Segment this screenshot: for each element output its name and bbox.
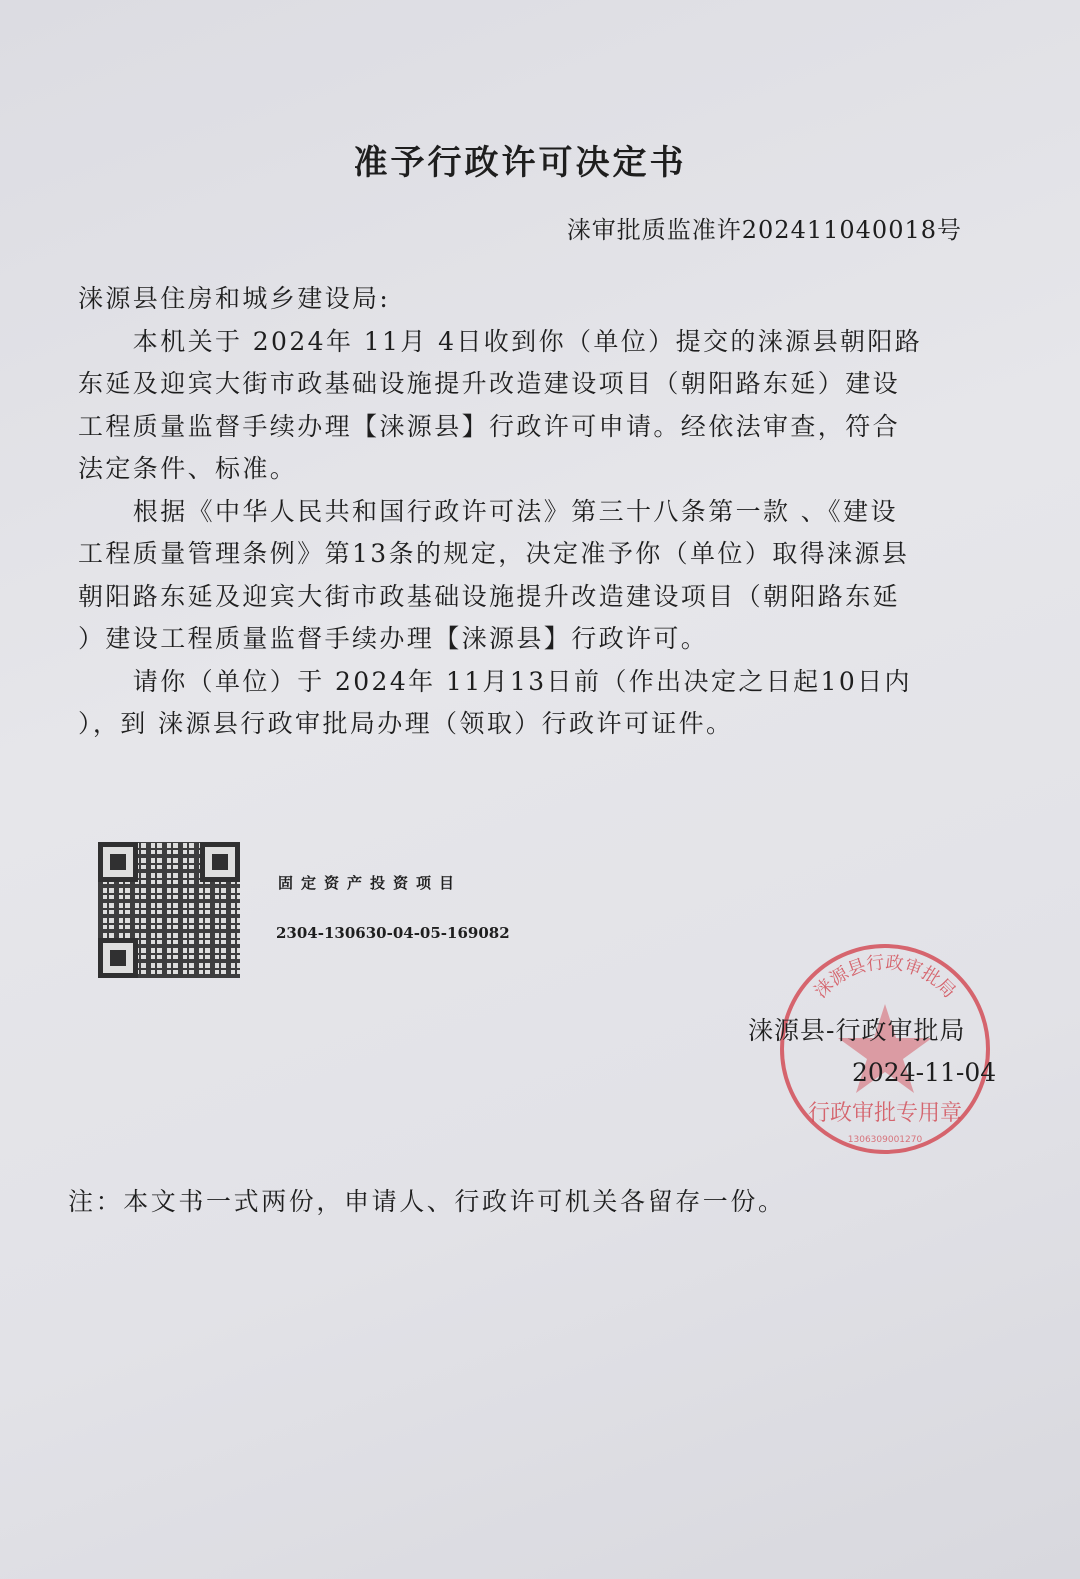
footnote: 注：本文书一式两份，申请人、行政许可机关各留存一份。 (68, 1187, 786, 1216)
qr-finder (200, 842, 240, 882)
paragraph-line: 工程质量管理条例》第13条的规定，决定准予你（单位）取得涞源县 (78, 539, 910, 568)
paragraph-line: ），到 涞源县行政审批局办理（领取）行政许可证件。 (78, 709, 734, 738)
issue-date: 2024-11-04 (852, 1058, 997, 1087)
paragraph-line: 朝阳路东延及迎宾大街市政基础设施提升改造建设项目（朝阳路东延 (78, 581, 901, 611)
paragraph-line: 请你（单位）于 2024年 11月13日前（作出决定之日起10日内 (78, 666, 912, 696)
qr-finder (98, 842, 138, 882)
addressee: 涞源县住房和城乡建设局: (78, 284, 391, 313)
document-title: 准予行政许可决定书 (353, 143, 687, 183)
paragraph-line: 根据《中华人民共和国行政许可法》第三十八条第一款 、《建设 (78, 496, 898, 526)
qr-finder (98, 938, 138, 978)
document-body (78, 278, 978, 746)
paragraph-line: 工程质量监督手续办理【涞源县】行政许可申请。经依法审查，符合 (78, 411, 901, 441)
project-label: 固定资产投资项目 (278, 874, 463, 892)
official-seal (778, 942, 992, 1156)
issuing-organization: 涞源县-行政审批局 (748, 1016, 966, 1045)
seal-ring-text: 涞源县行政审批局 (810, 952, 960, 1003)
project-code: 2304-130630-04-05-169082 (276, 924, 510, 942)
paragraph-line: 东延及迎宾大街市政基础设施提升改造建设项目（朝阳路东延）建设 (78, 369, 901, 398)
seal-serial: 1306309001270 (847, 1135, 923, 1145)
seal-center-text: 行政审批专用章 (807, 1101, 963, 1126)
paragraph-line: 本机关于 2024年 11月 4日收到你（单位）提交的涞源县朝阳路 (78, 326, 923, 356)
paragraph-line: 法定条件、标准。 (78, 454, 298, 483)
qr-code (98, 842, 240, 978)
document-number: 涞审批质监准许202411040018号 (566, 216, 962, 244)
paragraph-line: ）建设工程质量监督手续办理【涞源县】行政许可。 (78, 624, 709, 653)
